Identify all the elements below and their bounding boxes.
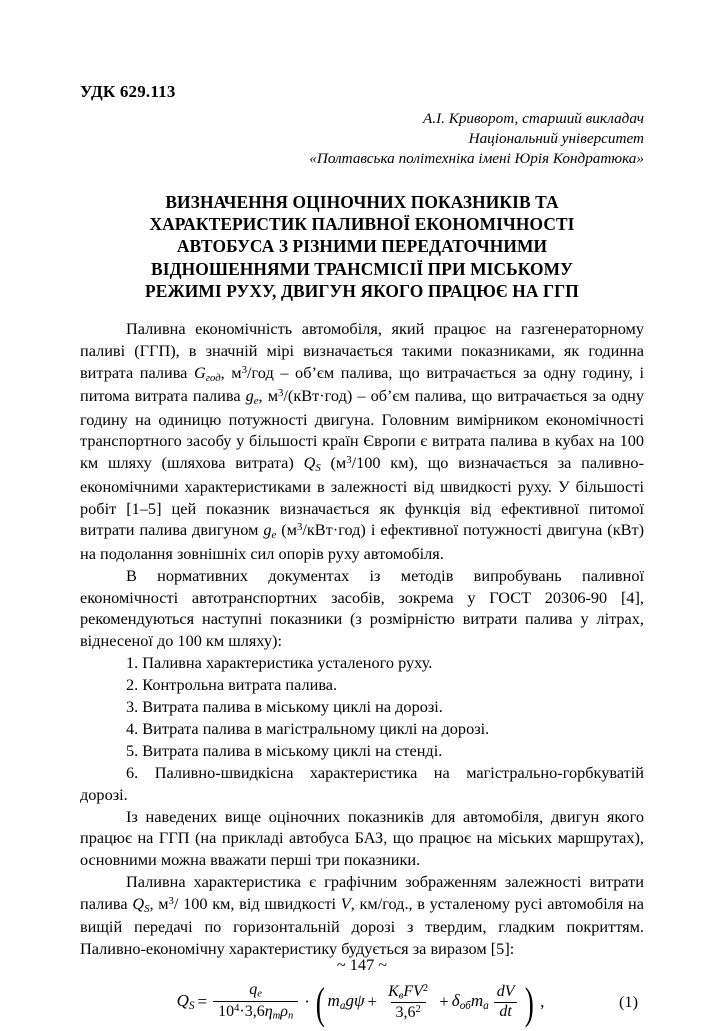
close-paren: ) <box>525 978 535 1028</box>
main-fraction-numerator <box>244 982 267 1001</box>
title-line-2: ХАРАКТЕРИСТИК ПАЛИВНОЇ ЕКОНОМІЧНОСТІ <box>149 214 575 235</box>
p1-text-d: , м <box>258 386 278 406</box>
den-dot: · <box>239 1003 245 1021</box>
K-sub: в <box>398 990 404 1002</box>
p4-text-c: / 100 км, від швидкості <box>173 894 341 914</box>
K-var: K <box>388 982 399 1000</box>
list-item-1: 1. Паливна характеристика усталеного руху. <box>126 653 433 673</box>
p1-text-i: /кВт·год) і ефективної потужності двигуна (кВт) на подолання зовнішніх сил опорів руху автомобіля. <box>80 520 645 563</box>
variable-QS-2-subscript: S <box>144 903 150 915</box>
list-item-3: 3. Витрата палива в міському циклі на дорозі. <box>126 697 443 717</box>
V-var: V <box>413 982 423 1000</box>
variable-ge-2: g <box>263 520 272 540</box>
list-item-6: 6. Паливно-швидкісна характеристика на магістрально-горбкуватій дорозі. <box>80 762 644 804</box>
equation-1-expression <box>176 978 548 1028</box>
equation-number: (1) <box>619 992 638 1012</box>
F-var: F <box>403 982 414 1000</box>
p1-text-c: /год – об’єм палива, що витрачається за одну годину, і питома витрата палива <box>80 363 644 406</box>
variable-QS-2: Q <box>132 894 145 914</box>
author-name: А.І. Криворот, старший викладач <box>423 109 644 127</box>
equation-lhs-var: Q <box>176 991 189 1011</box>
variable-ge-1: g <box>245 386 254 406</box>
derivative-fraction <box>492 984 520 1021</box>
unit-cubic-exponent-5: 3 <box>168 895 174 908</box>
equation-lhs-sub: S <box>188 1000 195 1013</box>
mass-sub-1: a <box>339 1000 346 1013</box>
variable-G-hour-subscript: год <box>205 371 221 384</box>
variable-G-hour: G <box>194 363 206 383</box>
open-paren: ( <box>315 978 325 1028</box>
equation-trailing-comma: , <box>540 991 545 1011</box>
air-resistance-denominator <box>391 1002 426 1022</box>
author-affiliation-line1: Національний університет <box>468 129 644 147</box>
main-fraction-denominator <box>213 1001 298 1022</box>
paragraph-4 <box>80 871 644 960</box>
author-block <box>80 109 644 169</box>
den-36-2: 3,6 <box>395 1004 416 1022</box>
article-title <box>80 191 644 302</box>
delta-var: δ <box>451 991 460 1011</box>
multiply-sign: · <box>304 991 310 1011</box>
p4-text-b: , м <box>149 894 169 914</box>
list-item-4: 4. Витрата палива в магістральному циклі на дорозі. <box>126 718 490 738</box>
list-item-5: 5. Витрата палива в міському циклі на стенді. <box>126 740 443 760</box>
page-content <box>80 0 644 1031</box>
paragraph-3: Із наведених вище оціночних показників для автомобіля, двигун якого працює на ГГП (на прикладі автобуса БАЗ, що працює на міських маршрутах), основними можна вважати перші три показники. <box>80 806 644 870</box>
den-ten: 10 <box>218 1003 235 1021</box>
derivative-numerator: dV <box>496 982 515 1000</box>
p1-text-h: (м <box>276 520 297 540</box>
title-line-5: РЕЖИМІ РУХУ, ДВИГУН ЯКОГО ПРАЦЮЄ НА ГГП <box>145 280 579 301</box>
mass-var-2: m <box>470 991 484 1011</box>
unit-cubic-exponent-2: 3 <box>278 387 284 400</box>
unit-cubic-exponent-1: 3 <box>241 364 247 377</box>
equation-lhs <box>177 990 195 1014</box>
p1-text-g: /100 км), що визначається за паливно-економічними характеристиками в залежності від швидкості руху. У більшості робіт [1–5] цей показник визначається як функція від ефективної питомої витрати палива двигуном <box>80 453 644 540</box>
title-line-1: ВИЗНАЧЕННЯ ОЦІНОЧНИХ ПОКАЗНИКІВ ТА <box>165 191 559 212</box>
qe-var: q <box>249 981 258 999</box>
main-fraction <box>213 982 298 1022</box>
derivative-denominator: dt <box>494 1002 516 1021</box>
plus-sign-2: + <box>439 991 449 1011</box>
p1-text-f: (м <box>320 453 347 473</box>
p1-text-a: Паливна економічність автомобіля, який працює на газгенераторному паливі (ГГП), в значній мірі визначається такими показниками, як годинна витрата палива <box>80 319 644 383</box>
p1-text-e: /(кВт·год) – об’єм палива, що витрачається за одну годину на одиницю потужності двигуна. Головним вимірником економічності транспортного засобу у більшості країн Європи є витрата палива в кубах на 100 км шляху (шляхова витрата) <box>80 386 644 473</box>
title-line-3: АВТОБУСА З РІЗНИМИ ПЕРЕДАТОЧНИМИ <box>176 236 548 257</box>
gravity-var: g <box>345 991 354 1011</box>
den-36-2-exp: 2 <box>415 1004 421 1016</box>
term-3 <box>452 990 489 1014</box>
p4-text-a: Паливна характеристика є графічним зображенням залежності витрати палива <box>80 872 644 914</box>
V-exp: 2 <box>422 982 429 994</box>
page-footer: ~ 147 ~ <box>336 955 388 974</box>
plus-sign-1: + <box>367 991 378 1011</box>
mass-var-1: m <box>327 991 340 1011</box>
p4-text-d: , км/год., в усталеному русі автомобіля на вищій передачі по горизонтальній дорозі з твердим, гладким покриттям. Паливно-економічну характеристику будується за виразом [5]: <box>80 894 644 959</box>
author-affiliation-line2: «Полтавська політехніка імені Юрія Кондратюка» <box>309 149 644 167</box>
variable-V-speed: V <box>340 894 351 914</box>
title-line-4: ВІДНОШЕННЯМИ ТРАНСМІСІЇ ПРИ МІСЬКОМУ <box>151 258 573 279</box>
p1-text-b: , м <box>220 363 242 383</box>
eta-sub: m <box>272 1010 281 1022</box>
term-1 <box>328 990 365 1014</box>
mass-sub-2: a <box>483 1000 489 1013</box>
paragraph-2: В нормативних документах із методів випробувань паливної економічності автотранспортних засобів, зокрема у ГОСТ 20306-90 [4], рекомендуються наступні показники (з розмірністю витрати палива у літрах, віднесеної до 100 км шляху): <box>80 565 644 651</box>
article-body <box>80 318 644 1031</box>
den-36: 3,6 <box>244 1003 265 1021</box>
unit-cubic-exponent-4: 3 <box>297 521 303 534</box>
den-ten-exp: 4 <box>234 1003 240 1015</box>
variable-QS-1: Q <box>303 453 316 473</box>
air-resistance-numerator <box>383 983 433 1003</box>
variable-QS-1-subscript: S <box>315 462 321 475</box>
qe-sub: e <box>257 989 262 1001</box>
rho-var: ρ <box>280 1003 288 1021</box>
list-item-2: 2. Контрольна витрата палива. <box>126 675 338 695</box>
variable-ge-1-subscript: e <box>253 395 259 408</box>
air-resistance-fraction <box>383 983 433 1023</box>
equation-1 <box>80 973 644 1031</box>
psi-var: ψ <box>353 991 365 1011</box>
variable-ge-2-subscript: e <box>271 529 277 542</box>
equals-sign: = <box>197 991 208 1011</box>
unit-cubic-exponent-3: 3 <box>346 454 352 467</box>
eta-var: η <box>264 1003 273 1021</box>
udk-code: УДК 629.113 <box>80 82 176 101</box>
paragraph-1 <box>80 318 644 564</box>
rho-sub: n <box>287 1010 294 1022</box>
delta-sub: об <box>459 1000 471 1013</box>
